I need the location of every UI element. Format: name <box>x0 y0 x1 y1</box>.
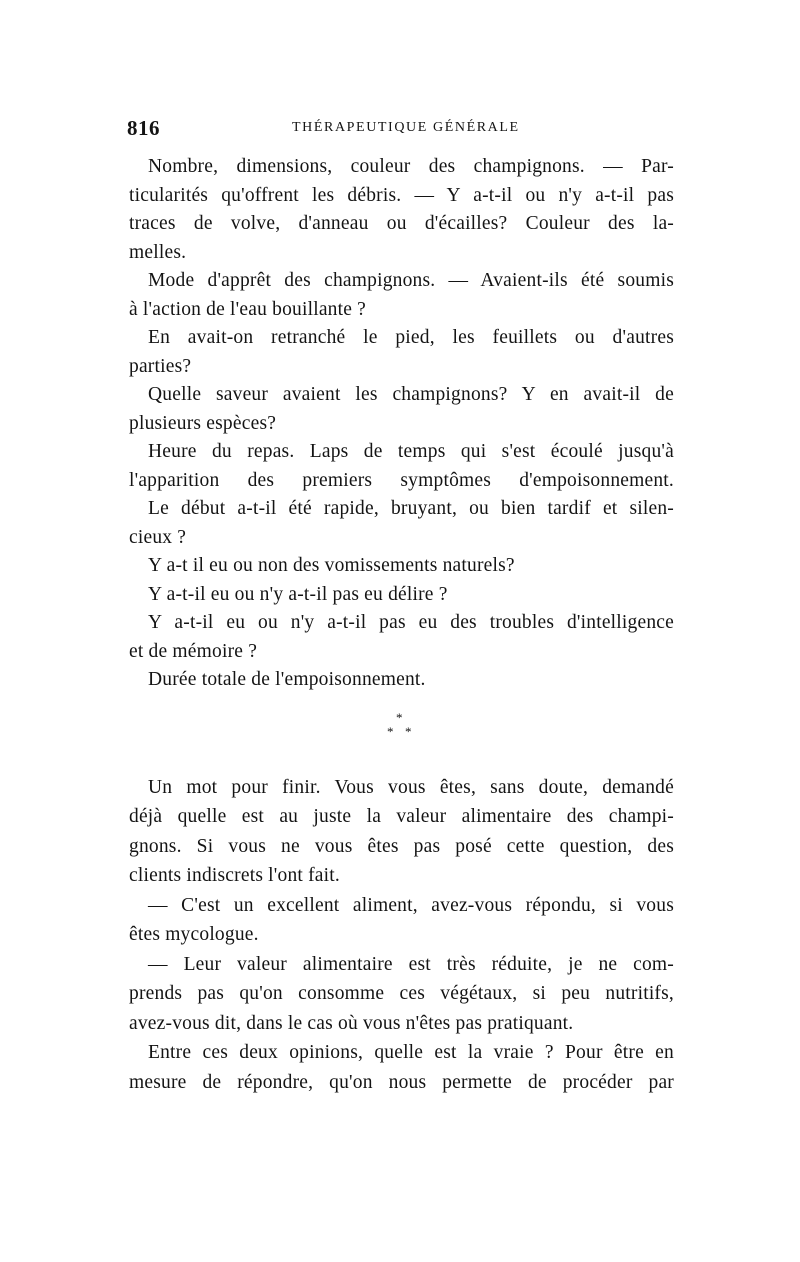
closing-section <box>129 773 674 1098</box>
text-line: traces de volve, d'anneau ou d'écailles? Couleur des la- <box>129 213 674 234</box>
text-line: Nombre, dimensions, couleur des champignons. — Par- <box>148 156 674 177</box>
text-line: clients indiscrets l'ont fait. <box>129 865 340 886</box>
text-line: En avait-on retranché le pied, les feuillets ou d'autres <box>148 327 674 348</box>
text-line: mesure de répondre, qu'on nous permette de procéder par <box>129 1071 674 1093</box>
text-line: cieux ? <box>129 526 187 548</box>
asterism-star-left: * <box>387 723 394 739</box>
text-line: — Leur valeur alimentaire est très réduite, je ne com- <box>148 953 674 975</box>
page-header <box>127 116 677 140</box>
text-line: ticularités qu'offrent les débris. — Y a-t-il ou n'y a-t-il pas <box>129 184 674 206</box>
asterism <box>381 711 421 747</box>
text-line: gnons. Si vous ne vous êtes pas posé cette question, des <box>129 835 674 857</box>
page-number: 816 <box>127 116 160 140</box>
text-line: avez-vous dit, dans le cas où vous n'êtes pas pratiquant. <box>129 1012 574 1034</box>
text-line: l'apparition des premiers symptômes d'empoisonnement. <box>129 469 674 491</box>
text-line: et de mémoire ? <box>129 640 258 662</box>
text-line: Y a-t-il eu ou n'y a-t-il pas eu des troubles d'intelligence <box>148 612 674 633</box>
text-line: parties? <box>129 355 192 377</box>
text-line: Mode d'apprêt des champignons. — Avaient-ils été soumis <box>148 270 674 291</box>
text-line: plusieurs espèces? <box>129 412 277 434</box>
text-line: melles. <box>129 241 187 263</box>
text-line: Le début a-t-il été rapide, bruyant, ou bien tardif et silen- <box>148 498 674 519</box>
text-line: Entre ces deux opinions, quelle est la vraie ? Pour être en <box>148 1042 674 1063</box>
running-head: THÉRAPEUTIQUE GÉNÉRALE <box>292 120 520 135</box>
text-line: déjà quelle est au juste la valeur alimentaire des champi- <box>129 806 674 827</box>
asterism-star-top: * <box>396 709 403 725</box>
text-line: prends pas qu'on consomme ces végétaux, si peu nutritifs, <box>129 983 674 1004</box>
questionnaire-section <box>129 153 674 695</box>
text-line: Quelle saveur avaient les champignons? Y en avait-il de <box>148 384 674 405</box>
section-separator <box>129 695 674 773</box>
body-text <box>129 153 674 1097</box>
text-line: Un mot pour finir. Vous vous êtes, sans doute, demandé <box>148 776 674 798</box>
text-line: Y a-t il eu ou non des vomissements naturels? <box>148 555 515 576</box>
text-line: Y a-t-il eu ou n'y a-t-il pas eu délire ? <box>148 583 448 605</box>
asterism-star-right: * <box>405 723 412 739</box>
text-line: à l'action de l'eau bouillante ? <box>129 298 367 320</box>
text-line: Durée totale de l'empoisonnement. <box>148 669 426 690</box>
text-line: êtes mycologue. <box>129 924 259 945</box>
text-line: — C'est un excellent aliment, avez-vous répondu, si vous <box>148 894 674 916</box>
text-line: Heure du repas. Laps de temps qui s'est écoulé jusqu'à <box>148 441 674 462</box>
